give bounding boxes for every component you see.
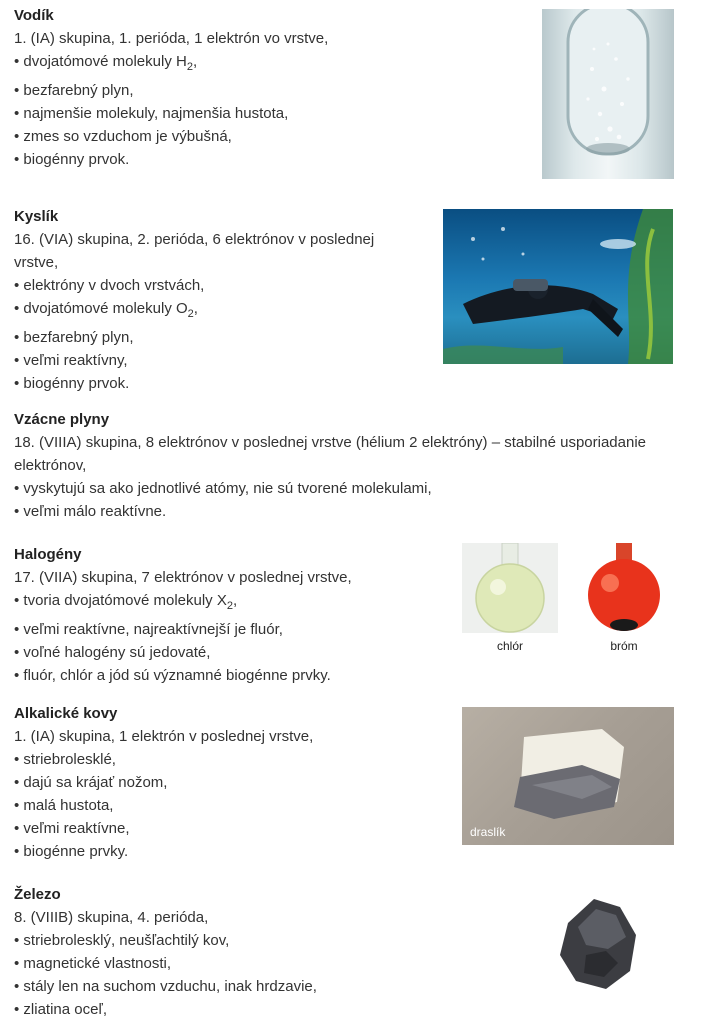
text-line: • biogénne prvky. <box>14 843 129 860</box>
text-line: • biogénny prvok. <box>14 375 130 392</box>
potassium-photo <box>462 707 674 845</box>
formula-text: • dvojatómové molekuly O <box>14 300 188 317</box>
text-line: 18. (VIIIA) skupina, 8 elektrónov v poslednej vrstve (hélium 2 elektróny) – stabilné usporiadanie <box>14 434 646 451</box>
hydrogen-test-tube-photo <box>542 9 674 179</box>
text-line: 17. (VIIA) skupina, 7 elektrónov v poslednej vrstve, <box>14 569 352 586</box>
text-line: • stály len na suchom vzduchu, inak hrdzavie, <box>14 978 317 995</box>
text-line: 8. (VIIIB) skupina, 4. perióda, <box>14 909 209 926</box>
formula-text: • dvojatómové molekuly H <box>14 53 187 70</box>
text-line: elektrónov, <box>14 457 87 474</box>
chlorine-flask-photo <box>462 543 558 633</box>
text-line: • magnetické vlastnosti, <box>14 955 171 972</box>
formula-suffix: , <box>193 300 198 317</box>
section-title: Halogény <box>14 546 82 563</box>
text-line: • dajú sa krájať nožom, <box>14 774 168 791</box>
potassium-caption: draslík <box>470 825 506 839</box>
formula-subscript: 2 <box>187 308 194 320</box>
text-line: • veľmi málo reaktívne. <box>14 503 167 520</box>
text-line: • vyskytujú sa ako jednotlivé atómy, nie sú tvorené molekulami, <box>14 480 432 497</box>
section-title: Vodík <box>14 7 54 24</box>
bromine-flask-photo <box>576 543 672 633</box>
formula-suffix: , <box>232 592 238 609</box>
section-halogeny <box>14 543 352 687</box>
text-line: • biogénny prvok. <box>14 151 130 168</box>
iron-ore-photo <box>556 893 642 993</box>
text-line: • veľmi reaktívne, <box>14 820 130 837</box>
text-line: • elektróny v dvoch vrstvách, <box>14 277 205 294</box>
section-title: Kyslík <box>14 208 59 225</box>
section-kyslik <box>14 205 374 395</box>
bromine-caption: bróm <box>610 639 638 653</box>
text-line: • voľné halogény sú jedovaté, <box>14 644 211 661</box>
text-line: • bezfarebný plyn, <box>14 82 134 99</box>
section-alkalicke-kovy <box>14 702 313 863</box>
section-vzacne-plyny <box>14 408 704 523</box>
text-line-formula <box>14 50 328 79</box>
text-line: • najmenšie molekuly, najmenšia hustota, <box>14 105 289 122</box>
formula-text: • tvoria dvojatómové molekuly X <box>14 592 227 609</box>
text-line: vrstve, <box>14 254 59 271</box>
text-line: 1. (IA) skupina, 1. perióda, 1 elektrón vo vrstve, <box>14 30 329 47</box>
text-line: • bezfarebný plyn, <box>14 329 134 346</box>
text-line: • striebrolesklý, neušľachtilý kov, <box>14 932 230 949</box>
text-line: • fluór, chlór a jód sú významné biogénne prvky. <box>14 667 331 684</box>
diver-photo <box>443 209 673 364</box>
text-line: • veľmi reaktívny, <box>14 352 128 369</box>
formula-subscript: 2 <box>186 61 193 73</box>
formula-subscript: 2 <box>226 600 233 612</box>
chlorine-caption: chlór <box>496 639 523 653</box>
section-title: Železo <box>14 886 61 903</box>
text-line-formula <box>14 589 352 618</box>
text-line: • zmes so vzduchom je výbušná, <box>14 128 232 145</box>
formula-suffix: , <box>192 53 198 70</box>
text-line: • striebrolesklé, <box>14 751 116 768</box>
section-zelezo <box>14 883 317 1021</box>
text-line: 1. (IA) skupina, 1 elektrón v poslednej vrstve, <box>14 728 314 745</box>
section-title: Vzácne plyny <box>14 411 110 428</box>
text-line: • veľmi reaktívne, najreaktívnejší je fluór, <box>14 621 283 638</box>
text-line: 16. (VIA) skupina, 2. perióda, 6 elektrónov v poslednej <box>14 231 375 248</box>
section-vodik <box>14 4 328 171</box>
text-line: • zliatina oceľ, <box>14 1001 108 1018</box>
section-title: Alkalické kovy <box>14 705 118 722</box>
text-line-formula <box>14 297 374 326</box>
text-line: • malá hustota, <box>14 797 114 814</box>
